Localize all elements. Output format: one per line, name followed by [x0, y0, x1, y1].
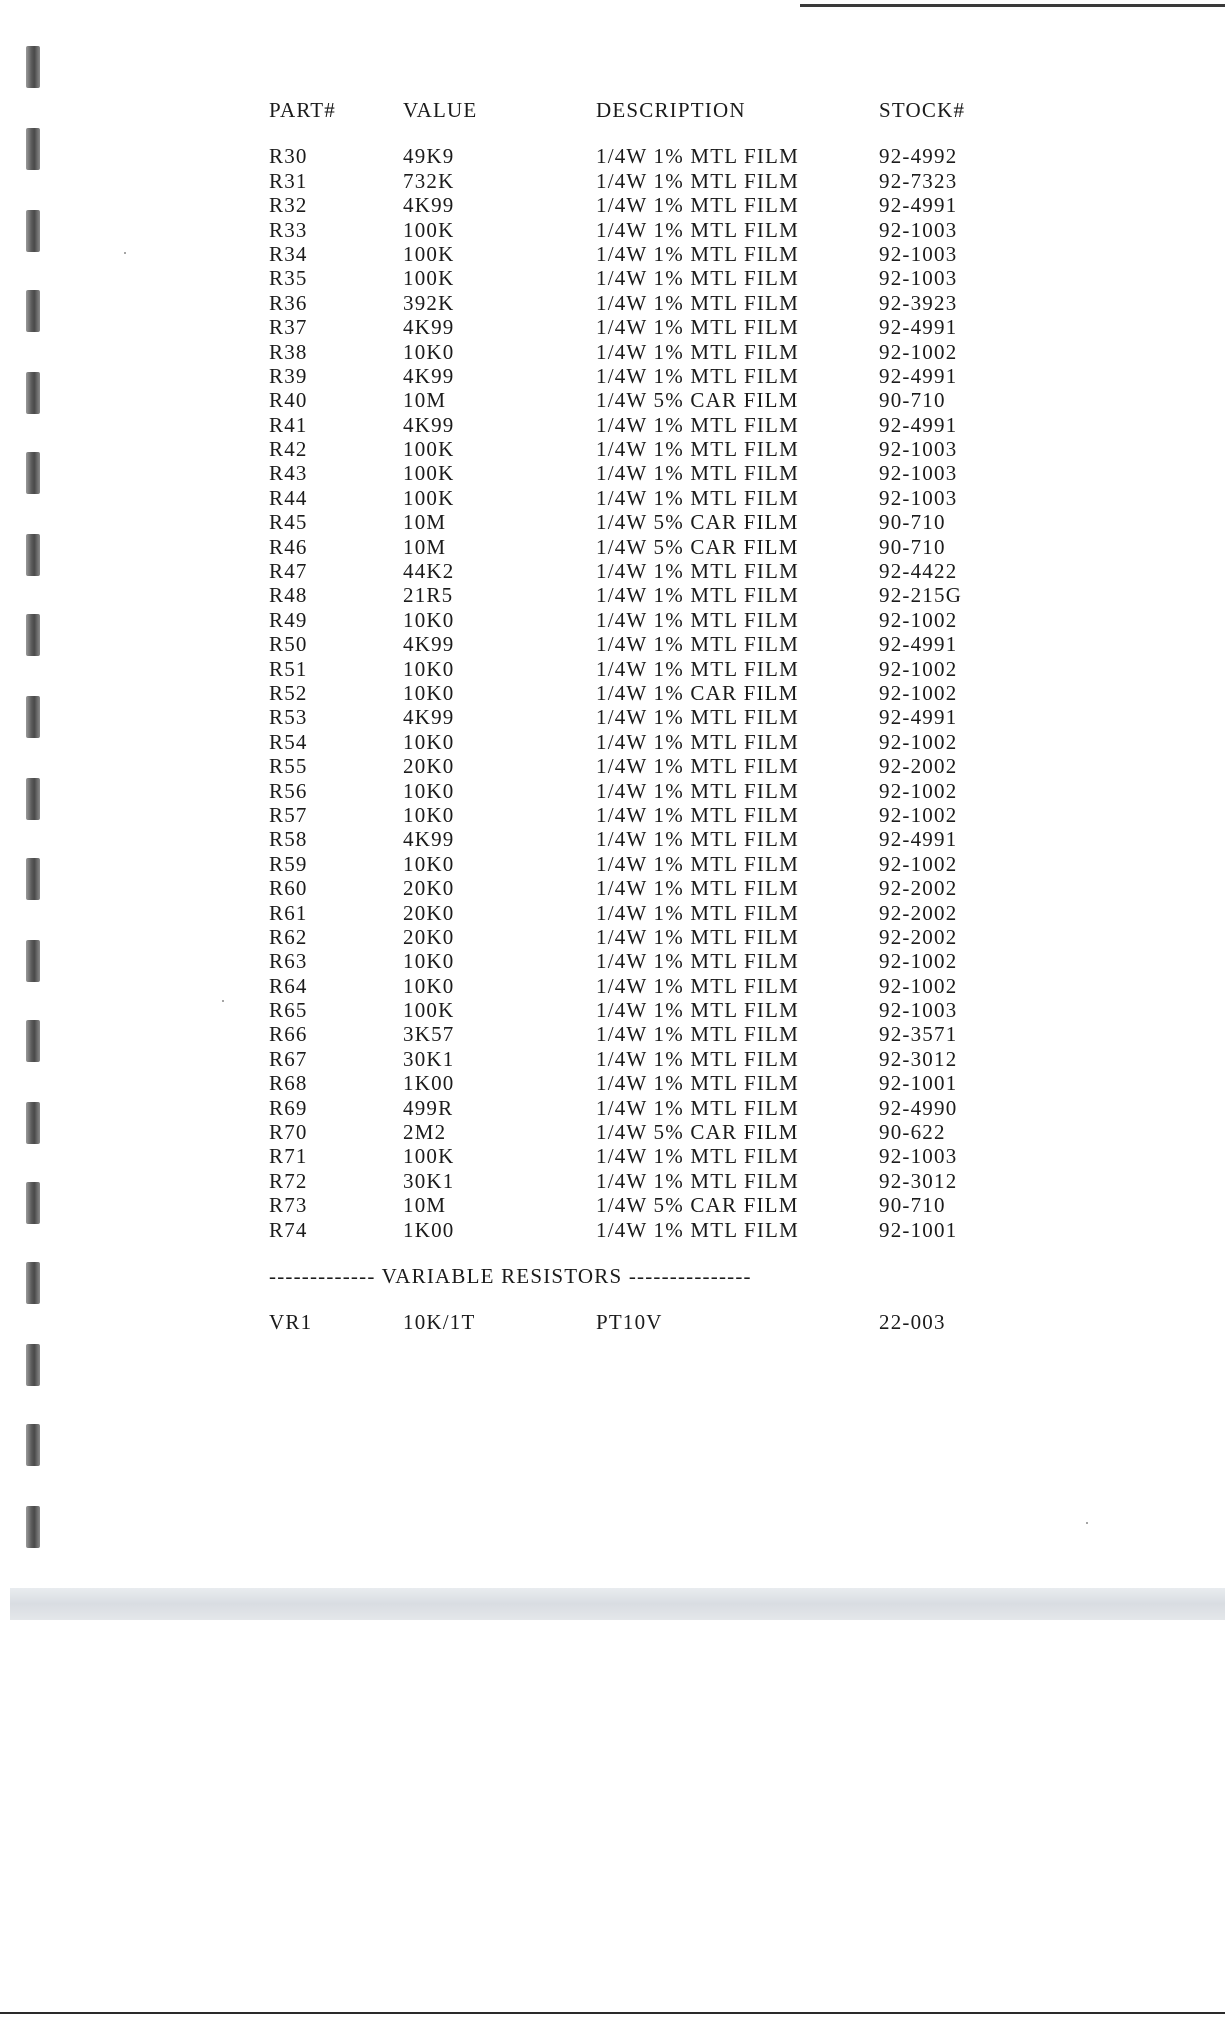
- cell-value: 20K0: [403, 754, 455, 779]
- cell-stock: 92-1002: [879, 339, 958, 364]
- cell-description: 1/4W 1% MTL FILM: [596, 802, 799, 827]
- cell-part: R42: [269, 437, 308, 462]
- cell-description: 1/4W 5% CAR FILM: [596, 510, 799, 535]
- cell-description: 1/4W 1% MTL FILM: [596, 266, 799, 291]
- cell-stock: 92-3923: [879, 290, 958, 315]
- cell-stock: 92-1003: [879, 998, 958, 1023]
- cell-part: R53: [269, 705, 308, 730]
- cell-stock: 92-4992: [879, 144, 958, 169]
- cell-stock: 92-2002: [879, 924, 958, 949]
- table-row: [269, 657, 1029, 681]
- cell-value: 4K99: [403, 705, 455, 730]
- binding-hole: [26, 696, 40, 738]
- cell-stock: 92-1003: [879, 1144, 958, 1169]
- cell-description: 1/4W 1% MTL FILM: [596, 144, 799, 169]
- cell-value: 20K0: [403, 876, 455, 901]
- cell-part: R70: [269, 1120, 308, 1145]
- binding-hole: [26, 372, 40, 414]
- cell-description: 1/4W 1% MTL FILM: [596, 461, 799, 486]
- cell-description: 1/4W 1% MTL FILM: [596, 193, 799, 218]
- table-row: [269, 242, 1029, 266]
- cell-part: R66: [269, 1022, 308, 1047]
- header-value: VALUE: [403, 98, 478, 122]
- cell-stock: 92-4991: [879, 827, 958, 852]
- cell-part: R45: [269, 510, 308, 535]
- cell-part: R38: [269, 339, 308, 364]
- cell-description: 1/4W 1% MTL FILM: [596, 1168, 799, 1193]
- cell-value: 10K/1T: [403, 1309, 476, 1334]
- paper-speck: [124, 252, 126, 254]
- cell-description: 1/4W 1% MTL FILM: [596, 1022, 799, 1047]
- cell-description: 1/4W 1% MTL FILM: [596, 1071, 799, 1096]
- cell-stock: 92-1002: [879, 607, 958, 632]
- cell-value: 2M2: [403, 1120, 447, 1145]
- cell-value: 10K0: [403, 802, 455, 827]
- cell-value: 10M: [403, 1193, 447, 1218]
- cell-description: 1/4W 1% MTL FILM: [596, 1217, 799, 1242]
- cell-value: 1K00: [403, 1071, 455, 1096]
- cell-part: R30: [269, 144, 308, 169]
- table-row: [269, 1120, 1029, 1144]
- binding-hole: [26, 1424, 40, 1466]
- table-row: [269, 486, 1029, 510]
- cell-value: 10K0: [403, 339, 455, 364]
- cell-stock: 92-1001: [879, 1217, 958, 1242]
- table-row: [269, 681, 1029, 705]
- cell-description: 1/4W 5% CAR FILM: [596, 1193, 799, 1218]
- cell-value: 10K0: [403, 607, 455, 632]
- cell-stock: 92-4991: [879, 315, 958, 340]
- cell-part: R40: [269, 388, 308, 413]
- table-row: [269, 413, 1029, 437]
- cell-value: 44K2: [403, 559, 455, 584]
- cell-stock: 92-2002: [879, 876, 958, 901]
- cell-description: 1/4W 1% MTL FILM: [596, 656, 799, 681]
- table-row: [269, 754, 1029, 778]
- cell-stock: 90-710: [879, 534, 946, 559]
- cell-stock: 92-1003: [879, 461, 958, 486]
- cell-description: 1/4W 1% MTL FILM: [596, 1144, 799, 1169]
- binding-hole: [26, 1182, 40, 1224]
- cell-part: R54: [269, 729, 308, 754]
- cell-part: R39: [269, 363, 308, 388]
- cell-part: R34: [269, 241, 308, 266]
- table-row: [269, 340, 1029, 364]
- table-row: [269, 388, 1029, 412]
- cell-value: 10K0: [403, 949, 455, 974]
- cell-description: 1/4W 1% MTL FILM: [596, 973, 799, 998]
- binding-hole: [26, 858, 40, 900]
- cell-value: 10M: [403, 534, 447, 559]
- cell-description: 1/4W 1% MTL FILM: [596, 607, 799, 632]
- table-row: [269, 315, 1029, 339]
- cell-value: 4K99: [403, 632, 455, 657]
- cell-stock: 92-1002: [879, 778, 958, 803]
- cell-part: R67: [269, 1046, 308, 1071]
- cell-stock: 22-003: [879, 1309, 946, 1334]
- cell-description: 1/4W 1% MTL FILM: [596, 827, 799, 852]
- cell-stock: 92-4991: [879, 705, 958, 730]
- cell-value: 100K: [403, 437, 455, 462]
- binding-hole: [26, 1506, 40, 1548]
- cell-value: 10M: [403, 510, 447, 535]
- table-row: [269, 998, 1029, 1022]
- cell-part: R60: [269, 876, 308, 901]
- cell-value: 4K99: [403, 412, 455, 437]
- cell-description: 1/4W 1% MTL FILM: [596, 217, 799, 242]
- binding-hole: [26, 452, 40, 494]
- table-row: [269, 266, 1029, 290]
- cell-description: 1/4W 1% MTL FILM: [596, 339, 799, 364]
- cell-description: 1/4W 1% MTL FILM: [596, 900, 799, 925]
- top-rule: [800, 4, 1225, 7]
- table-row: [269, 1071, 1029, 1095]
- table-row: [269, 949, 1029, 973]
- cell-description: 1/4W 1% MTL FILM: [596, 876, 799, 901]
- table-row: [269, 193, 1029, 217]
- cell-stock: 92-215G: [879, 583, 963, 608]
- binding-hole: [26, 614, 40, 656]
- cell-part: R62: [269, 924, 308, 949]
- cell-description: 1/4W 5% CAR FILM: [596, 1120, 799, 1145]
- cell-value: 4K99: [403, 827, 455, 852]
- cell-value: 10M: [403, 388, 447, 413]
- table-row: [269, 901, 1029, 925]
- cell-stock: 90-710: [879, 510, 946, 535]
- cell-stock: 92-4991: [879, 412, 958, 437]
- table-row: [269, 291, 1029, 315]
- table-row: [269, 852, 1029, 876]
- cell-stock: 92-7323: [879, 168, 958, 193]
- cell-stock: 92-2002: [879, 754, 958, 779]
- cell-value: 30K1: [403, 1046, 455, 1071]
- cell-part: R47: [269, 559, 308, 584]
- cell-description: 1/4W 1% MTL FILM: [596, 632, 799, 657]
- table-row: [269, 1022, 1029, 1046]
- binding-hole: [26, 1102, 40, 1144]
- cell-part: R51: [269, 656, 308, 681]
- binding-hole: [26, 290, 40, 332]
- cell-description: 1/4W 1% MTL FILM: [596, 754, 799, 779]
- cell-part: R32: [269, 193, 308, 218]
- table-row: [269, 925, 1029, 949]
- header-stock: STOCK#: [879, 98, 966, 122]
- cell-description: 1/4W 1% MTL FILM: [596, 583, 799, 608]
- binding-hole: [26, 534, 40, 576]
- binding-hole: [26, 1344, 40, 1386]
- cell-description: 1/4W 1% MTL FILM: [596, 437, 799, 462]
- binding-hole: [26, 1020, 40, 1062]
- cell-value: 10K0: [403, 656, 455, 681]
- cell-value: 392K: [403, 290, 455, 315]
- table-row: [269, 705, 1029, 729]
- table-row: [269, 876, 1029, 900]
- cell-value: 10K0: [403, 778, 455, 803]
- cell-stock: 90-622: [879, 1120, 946, 1145]
- cell-part: R69: [269, 1095, 308, 1120]
- cell-description: 1/4W 1% CAR FILM: [596, 680, 799, 705]
- table-row: [269, 510, 1029, 534]
- cell-stock: 92-3012: [879, 1168, 958, 1193]
- paper-speck: [1086, 1522, 1088, 1524]
- cell-stock: 90-710: [879, 1193, 946, 1218]
- variable-resistor-rows: [269, 1310, 1029, 1334]
- cell-value: 4K99: [403, 363, 455, 388]
- binding-holes: [26, 0, 42, 1600]
- cell-value: 21R5: [403, 583, 454, 608]
- cell-stock: 92-1003: [879, 241, 958, 266]
- cell-description: 1/4W 1% MTL FILM: [596, 485, 799, 510]
- cell-value: 3K57: [403, 1022, 455, 1047]
- parts-list: [269, 98, 1029, 1334]
- table-row: [269, 1169, 1029, 1193]
- table-row: [269, 535, 1029, 559]
- cell-value: 100K: [403, 485, 455, 510]
- header-description: DESCRIPTION: [596, 98, 746, 122]
- cell-value: 100K: [403, 241, 455, 266]
- cell-description: 1/4W 1% MTL FILM: [596, 729, 799, 754]
- cell-description: 1/4W 1% MTL FILM: [596, 241, 799, 266]
- cell-part: R50: [269, 632, 308, 657]
- cell-description: 1/4W 1% MTL FILM: [596, 998, 799, 1023]
- binding-hole: [26, 1262, 40, 1304]
- cell-description: 1/4W 1% MTL FILM: [596, 315, 799, 340]
- cell-part: R63: [269, 949, 308, 974]
- cell-value: 10K0: [403, 729, 455, 754]
- cell-part: R56: [269, 778, 308, 803]
- cell-value: 10K0: [403, 851, 455, 876]
- cell-value: 732K: [403, 168, 455, 193]
- cell-part: R57: [269, 802, 308, 827]
- cell-part: R58: [269, 827, 308, 852]
- cell-description: 1/4W 5% CAR FILM: [596, 388, 799, 413]
- table-row: [269, 218, 1029, 242]
- cell-part: R37: [269, 315, 308, 340]
- cell-part: R52: [269, 680, 308, 705]
- cell-value: 499R: [403, 1095, 454, 1120]
- table-row: [269, 1047, 1029, 1071]
- table-row: [269, 1144, 1029, 1168]
- cell-value: 1K00: [403, 1217, 455, 1242]
- cell-stock: 92-4991: [879, 363, 958, 388]
- cell-stock: 92-1001: [879, 1071, 958, 1096]
- cell-part: R68: [269, 1071, 308, 1096]
- table-row: [269, 583, 1029, 607]
- table-row: [269, 1193, 1029, 1217]
- cell-stock: 92-1003: [879, 437, 958, 462]
- cell-stock: 92-1002: [879, 680, 958, 705]
- cell-value: 100K: [403, 217, 455, 242]
- cell-description: 1/4W 1% MTL FILM: [596, 168, 799, 193]
- binding-hole: [26, 46, 40, 88]
- table-row: [269, 1310, 1029, 1334]
- table-row: [269, 1096, 1029, 1120]
- cell-value: 30K1: [403, 1168, 455, 1193]
- paper-speck: [222, 1000, 224, 1002]
- cell-stock: 92-4422: [879, 559, 958, 584]
- cell-stock: 92-1002: [879, 973, 958, 998]
- section-heading-variable-resistors: ------------- VARIABLE RESISTORS ---------------: [269, 1263, 752, 1288]
- table-row: [269, 559, 1029, 583]
- cell-stock: 92-4990: [879, 1095, 958, 1120]
- cell-value: 100K: [403, 998, 455, 1023]
- cell-description: 1/4W 1% MTL FILM: [596, 412, 799, 437]
- cell-value: 4K99: [403, 193, 455, 218]
- cell-stock: 92-1002: [879, 729, 958, 754]
- column-headers: [269, 98, 1029, 122]
- cell-stock: 92-3571: [879, 1022, 958, 1047]
- cell-part: R55: [269, 754, 308, 779]
- cell-value: 100K: [403, 1144, 455, 1169]
- table-row: [269, 364, 1029, 388]
- cell-description: 1/4W 1% MTL FILM: [596, 778, 799, 803]
- cell-part: R73: [269, 1193, 308, 1218]
- cell-description: 1/4W 1% MTL FILM: [596, 949, 799, 974]
- cell-value: 4K99: [403, 315, 455, 340]
- table-row: [269, 827, 1029, 851]
- bottom-rule: [0, 2012, 1225, 2014]
- table-row: [269, 608, 1029, 632]
- cell-value: 100K: [403, 461, 455, 486]
- cell-part: R65: [269, 998, 308, 1023]
- cell-part: R59: [269, 851, 308, 876]
- cell-part: R41: [269, 412, 308, 437]
- header-part: PART#: [269, 98, 336, 122]
- cell-part: R31: [269, 168, 308, 193]
- scan-band: [10, 1588, 1225, 1620]
- cell-part: R74: [269, 1217, 308, 1242]
- cell-description: 1/4W 1% MTL FILM: [596, 1095, 799, 1120]
- resistor-rows: [269, 144, 1029, 1242]
- cell-description: 1/4W 1% MTL FILM: [596, 363, 799, 388]
- cell-part: R48: [269, 583, 308, 608]
- table-row: [269, 461, 1029, 485]
- table-row: [269, 974, 1029, 998]
- cell-part: R43: [269, 461, 308, 486]
- cell-description: 1/4W 1% MTL FILM: [596, 705, 799, 730]
- cell-stock: 92-1002: [879, 949, 958, 974]
- binding-hole: [26, 128, 40, 170]
- cell-stock: 92-1002: [879, 656, 958, 681]
- cell-part: R64: [269, 973, 308, 998]
- cell-part: R33: [269, 217, 308, 242]
- binding-hole: [26, 778, 40, 820]
- table-row: [269, 730, 1029, 754]
- cell-value: 10K0: [403, 973, 455, 998]
- cell-value: 20K0: [403, 900, 455, 925]
- cell-stock: 92-1003: [879, 485, 958, 510]
- cell-stock: 92-3012: [879, 1046, 958, 1071]
- cell-value: 49K9: [403, 144, 455, 169]
- cell-description: 1/4W 1% MTL FILM: [596, 559, 799, 584]
- cell-stock: 92-1003: [879, 266, 958, 291]
- table-row: [269, 1218, 1029, 1242]
- cell-part: R61: [269, 900, 308, 925]
- cell-part: R36: [269, 290, 308, 315]
- cell-description: 1/4W 1% MTL FILM: [596, 924, 799, 949]
- cell-value: 10K0: [403, 680, 455, 705]
- table-row: [269, 803, 1029, 827]
- table-row: [269, 632, 1029, 656]
- cell-stock: 92-4991: [879, 193, 958, 218]
- cell-part: R49: [269, 607, 308, 632]
- table-row: [269, 779, 1029, 803]
- cell-part: R72: [269, 1168, 308, 1193]
- cell-part: VR1: [269, 1309, 313, 1334]
- cell-part: R71: [269, 1144, 308, 1169]
- cell-description: 1/4W 1% MTL FILM: [596, 1046, 799, 1071]
- cell-stock: 92-1002: [879, 851, 958, 876]
- cell-stock: 92-4991: [879, 632, 958, 657]
- cell-part: R46: [269, 534, 308, 559]
- cell-description: 1/4W 5% CAR FILM: [596, 534, 799, 559]
- cell-stock: 92-2002: [879, 900, 958, 925]
- cell-stock: 92-1003: [879, 217, 958, 242]
- cell-stock: 90-710: [879, 388, 946, 413]
- cell-description: 1/4W 1% MTL FILM: [596, 851, 799, 876]
- cell-stock: 92-1002: [879, 802, 958, 827]
- binding-hole: [26, 210, 40, 252]
- table-row: [269, 169, 1029, 193]
- table-row: [269, 437, 1029, 461]
- cell-description: PT10V: [596, 1309, 663, 1334]
- cell-description: 1/4W 1% MTL FILM: [596, 290, 799, 315]
- binding-hole: [26, 940, 40, 982]
- cell-value: 100K: [403, 266, 455, 291]
- cell-part: R35: [269, 266, 308, 291]
- cell-value: 20K0: [403, 924, 455, 949]
- cell-part: R44: [269, 485, 308, 510]
- table-row: [269, 144, 1029, 168]
